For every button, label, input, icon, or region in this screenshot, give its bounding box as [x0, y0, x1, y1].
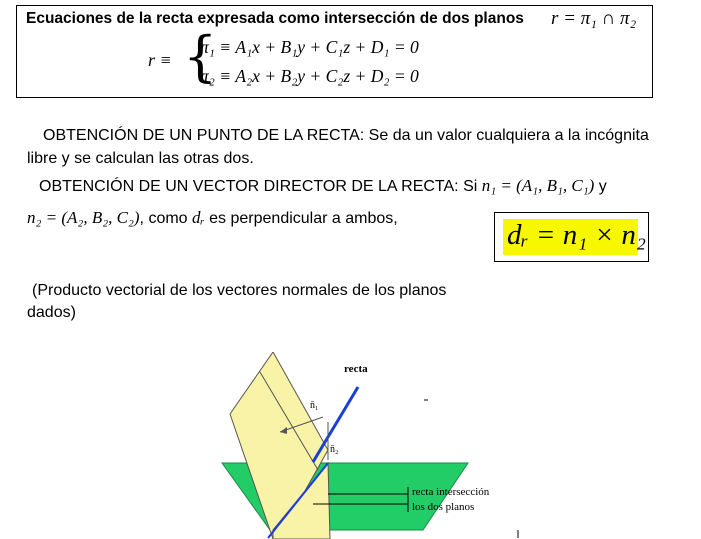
- system-label: r ≡: [148, 50, 172, 70]
- equation-plane-2: π₂ ≡ A₂x + B₂y + C₂z + D₂ = 0: [200, 66, 419, 86]
- point-text-line-2: libre y se calculan las otras dos.: [27, 150, 254, 167]
- label-recta: recta: [344, 363, 368, 375]
- perpendicular-text: es perpendicular a ambos,: [209, 210, 398, 227]
- note-line-2: dados): [27, 304, 76, 321]
- vector-intro: OBTENCIÓN DE UN VECTOR DIRECTOR DE LA RECTA: Si: [39, 178, 478, 195]
- note-line-1: (Producto vectorial de los vectores normales de los planos: [32, 282, 447, 299]
- system-brace: {: [183, 25, 218, 88]
- result-highlight: [503, 219, 646, 255]
- result-formula: dᵣ = n₁ × n₂: [507, 219, 646, 251]
- header-title: Ecuaciones de la recta expresada como intersección de dos planos: [26, 10, 524, 27]
- header-box: [16, 5, 653, 98]
- and-word: y: [598, 178, 607, 195]
- vector-text-line-2: [27, 207, 398, 230]
- label-n2: n̄₂: [330, 444, 339, 455]
- n2-definition: n₂ = (A₂, B₂, C₂): [27, 208, 140, 227]
- point-text-line-1: OBTENCIÓN DE UN PUNTO DE LA RECTA: Se da un valor cualquiera a la incógnita: [43, 127, 649, 144]
- result-box: [494, 212, 649, 262]
- label-n1: n̄₁: [310, 400, 319, 411]
- label-intersection-1: recta intersección: [412, 486, 490, 498]
- n1-definition: n₁ = (A₁, B₁, C₁): [481, 176, 595, 195]
- header-formula: r = π₁ ∩ π₂: [551, 8, 637, 29]
- label-intersection-2: los dos planos: [412, 501, 475, 513]
- equation-plane-1: π₁ ≡ A₁x + B₁y + C₁z + D₁ = 0: [200, 37, 419, 57]
- como-word: , como: [139, 210, 188, 227]
- dr-symbol: dᵣ: [192, 208, 205, 227]
- vector-text-line-1: [39, 175, 607, 198]
- planes-figure: [218, 352, 538, 539]
